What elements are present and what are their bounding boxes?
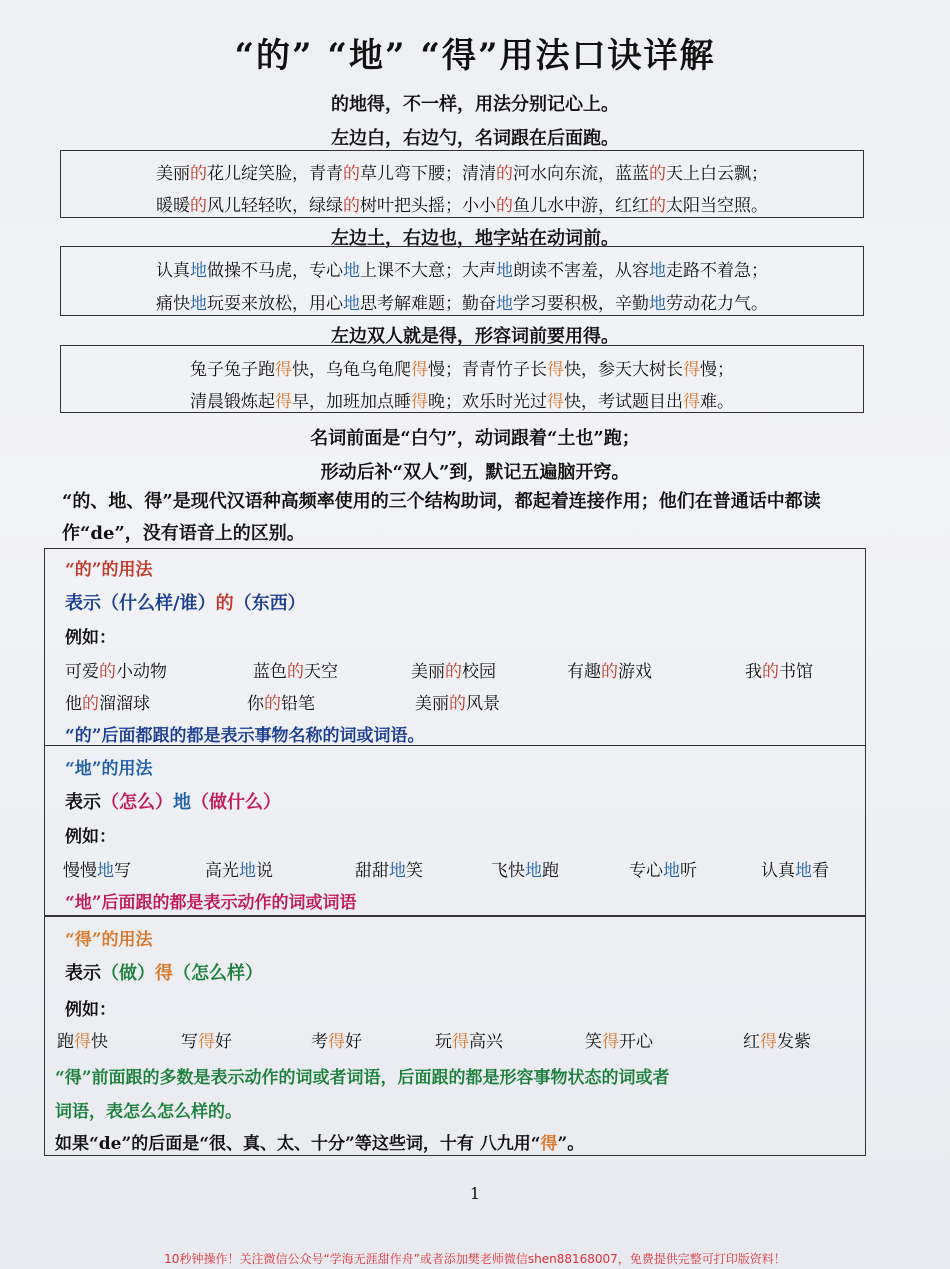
de-usage-section — [44, 548, 866, 746]
dei-usage-note-3: 如果“de”的后面是“很、真、太、十分”等这些词，十有 八九用“得”。 — [55, 1134, 585, 1154]
example-item: 有趣的游戏 — [567, 662, 652, 682]
di-example-box — [60, 246, 864, 316]
de-example-label: 例如： — [65, 628, 116, 648]
example-item: 可爱的小动物 — [65, 662, 167, 682]
dei-box-row-2: 清晨锻炼起得早，加班加点睡得晚；欢乐时光过得快，考试题目出得难。 — [190, 392, 734, 412]
de-usage-meaning: 表示（什么样/谁）的（东西） — [65, 593, 306, 614]
rhyme-line-2: 左边白，右边勺，名词跟在后面跑。 — [331, 128, 619, 149]
de-example-box — [60, 150, 864, 218]
di-box-row-1: 认真地做操不马虎，专心地上课不大意；大声地朗读不害羞，从容地走路不着急； — [156, 261, 768, 281]
example-item: 专心地听 — [629, 861, 697, 881]
dei-usage-note-2: 词语，表怎么怎么样的。 — [55, 1102, 242, 1122]
example-item: 甜甜地笑 — [355, 861, 423, 881]
example-item: 认真地看 — [761, 861, 829, 881]
de-box-row-1: 美丽的花儿绽笑脸，青青的草儿弯下腰；清清的河水向东流，蓝蓝的天上白云飘； — [156, 164, 768, 184]
rhyme-line-3: 左边土，右边也，地字站在动词前。 — [331, 228, 619, 249]
rhyme-line-5: 名词前面是“白勺”，动词跟着“土也”跑； — [310, 428, 640, 449]
example-item: 高光地说 — [205, 861, 273, 881]
dei-usage-meaning: 表示（做）得（怎么样） — [65, 963, 263, 984]
dei-usage-heading: “得”的用法 — [65, 930, 153, 950]
dei-example-box — [60, 345, 864, 413]
di-usage-meaning: 表示（怎么）地（做什么） — [65, 792, 281, 813]
page-title: “的” “地” “得”用法口诀详解 — [234, 36, 716, 76]
rhyme-line-1: 的地得，不一样，用法分别记心上。 — [331, 94, 619, 115]
example-item: 你的铅笔 — [247, 694, 315, 714]
dei-usage-note-1: “得”前面跟的多数是表示动作的词或者词语，后面跟的都是形容事物状态的词或者 — [55, 1068, 670, 1088]
rhyme-line-6: 形动后补“双人”到，默记五遍脑开窍。 — [320, 462, 630, 483]
di-usage-heading: “地”的用法 — [65, 759, 153, 779]
example-item: 美丽的风景 — [415, 694, 500, 714]
di-usage-section — [44, 746, 866, 916]
dei-example-label: 例如： — [65, 1000, 116, 1020]
footer-banner: 10秒钟操作！关注微信公众号“学海无涯甜作舟”或者添加樊老师微信shen88168007，免费提供完整可打印版资料！ — [164, 1252, 786, 1266]
page-number: 1 — [469, 1184, 481, 1203]
example-item: 考得好 — [311, 1032, 362, 1052]
example-item: 笑得开心 — [585, 1032, 653, 1052]
example-item: 我的书馆 — [745, 662, 813, 682]
example-item: 玩得高兴 — [435, 1032, 503, 1052]
example-item: 飞快地跑 — [491, 861, 559, 881]
intro-paragraph: “的、地、得”是现代汉语种高频率使用的三个结构助词，都起着连接作用；他们在普通话中都读作“de”，没有语音上的区别。 — [62, 491, 821, 544]
example-item: 他的溜溜球 — [65, 694, 150, 714]
de-usage-note: “的”后面都跟的都是表示事物名称的词或词语。 — [65, 726, 425, 746]
de-box-row-2: 暖暖的风儿轻轻吹，绿绿的树叶把头摇；小小的鱼儿水中游，红红的太阳当空照。 — [156, 196, 768, 216]
di-example-label: 例如： — [65, 827, 116, 847]
dei-box-row-1: 兔子兔子跑得快，乌龟乌龟爬得慢；青青竹子长得快，参天大树长得慢； — [190, 360, 734, 380]
example-item: 慢慢地写 — [63, 861, 131, 881]
dei-usage-section — [44, 916, 866, 1156]
example-item: 红得发紫 — [743, 1032, 811, 1052]
example-item: 美丽的校园 — [411, 662, 496, 682]
example-item: 蓝色的天空 — [253, 662, 338, 682]
example-item: 跑得快 — [57, 1032, 108, 1052]
di-usage-note: “地”后面跟的都是表示动作的词或词语 — [65, 893, 357, 913]
example-item: 写得好 — [181, 1032, 232, 1052]
de-usage-heading: “的”的用法 — [65, 560, 153, 580]
di-box-row-2: 痛快地玩耍来放松，用心地思考解难题；勤奋地学习要积极，辛勤地劳动花力气。 — [156, 294, 768, 314]
rhyme-line-4: 左边双人就是得，形容词前要用得。 — [331, 326, 619, 347]
